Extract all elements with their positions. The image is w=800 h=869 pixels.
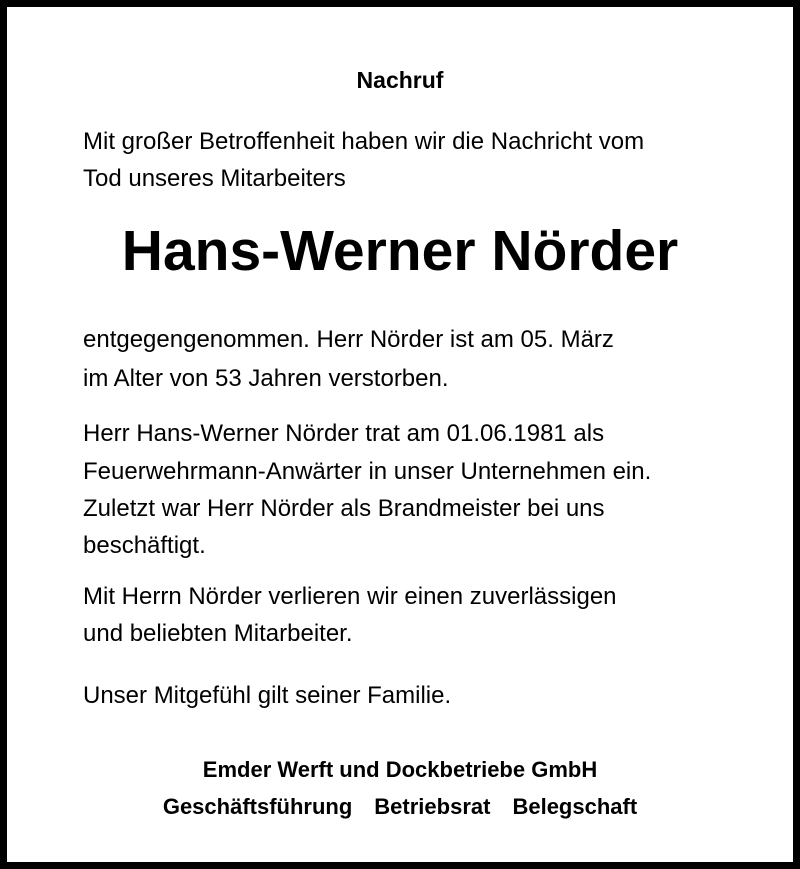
body-line: Unser Mitgefühl gilt seiner Familie. bbox=[83, 682, 452, 709]
body-line: Herr Hans-Werner Nörder trat am 01.06.1981 als bbox=[83, 420, 605, 447]
heading: Nachruf bbox=[356, 67, 444, 93]
body-line: und beliebten Mitarbeiter. bbox=[83, 620, 353, 647]
signatory: Geschäftsführung bbox=[162, 794, 353, 819]
body-line: im Alter von 53 Jahren verstorben. bbox=[83, 365, 449, 392]
body-line: Mit Herrn Nörder verlieren wir einen zuverlässigen bbox=[83, 583, 617, 610]
body-line: beschäftigt. bbox=[83, 532, 206, 559]
body-line: Feuerwehrmann-Anwärter in unser Unternehmen ein. bbox=[83, 458, 652, 485]
signatory: Belegschaft bbox=[512, 794, 638, 819]
company-name: Emder Werft und Dockbetriebe GmbH bbox=[202, 757, 598, 782]
signatory: Betriebsrat bbox=[374, 794, 491, 819]
body-line: entgegengenommen. Herr Nörder ist am 05. März bbox=[83, 326, 614, 353]
intro-line: Mit großer Betroffenheit haben wir die Nachricht vom bbox=[83, 128, 645, 155]
deceased-name: Hans-Werner Nörder bbox=[121, 219, 679, 283]
signatories bbox=[7, 793, 793, 821]
intro-line: Tod unseres Mitarbeiters bbox=[83, 165, 346, 192]
body-line: Zuletzt war Herr Nörder als Brandmeister bei uns bbox=[83, 495, 605, 522]
